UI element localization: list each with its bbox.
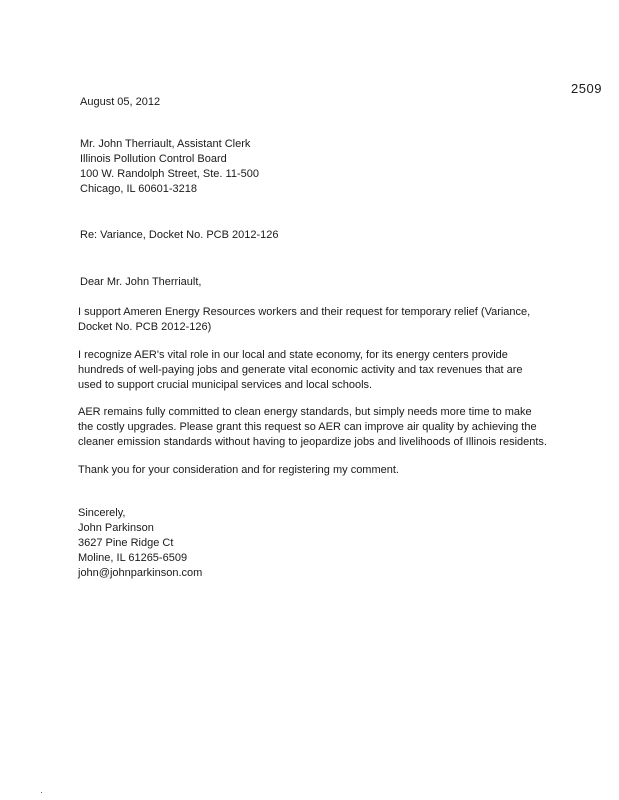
subject-line: Re: Variance, Docket No. PCB 2012-126: [80, 229, 279, 241]
sender-name: John Parkinson: [78, 522, 154, 534]
body-paragraph: [78, 463, 548, 478]
paragraph-line: cleaner emission standards without having to jeopardize jobs and livelihoods of Illinois residents.: [78, 436, 547, 448]
paragraph-line: I recognize AER's vital role in our local and state economy, for its energy centers provide: [78, 349, 508, 361]
closing: Sincerely,: [78, 507, 126, 519]
paragraph-line: I support Ameren Energy Resources workers and their request for temporary relief (Variance,: [78, 306, 531, 318]
body-paragraph: [78, 348, 548, 393]
body-paragraph: [78, 305, 548, 335]
recipient-line: Mr. John Therriault, Assistant Clerk: [80, 138, 251, 150]
paragraph-line: AER remains fully committed to clean energy standards, but simply needs more time to make: [78, 406, 532, 418]
sender-email: john@johnparkinson.com: [78, 567, 203, 579]
sender-street: 3627 Pine Ridge Ct: [78, 537, 174, 549]
recipient-line: Illinois Pollution Control Board: [80, 153, 227, 165]
scan-speck: [41, 792, 42, 793]
paragraph-line: Docket No. PCB 2012-126): [78, 321, 212, 333]
paragraph-line: used to support crucial municipal services and local schools.: [78, 379, 373, 391]
letter-date: August 05, 2012: [80, 96, 161, 108]
recipient-address: [80, 137, 259, 197]
recipient-line: 100 W. Randolph Street, Ste. 11-500: [80, 168, 259, 180]
salutation: Dear Mr. John Therriault,: [80, 276, 202, 288]
signature-block: [78, 506, 202, 581]
sender-city: Moline, IL 61265-6509: [78, 552, 188, 564]
paragraph-line: the costly upgrades. Please grant this request so AER can improve air quality by achieving the: [78, 421, 537, 433]
body-paragraph: [78, 405, 548, 450]
paragraph-line: Thank you for your consideration and for registering my comment.: [78, 464, 399, 476]
page-number: 2509: [571, 81, 602, 96]
recipient-line: Chicago, IL 60601-3218: [80, 183, 198, 195]
paragraph-line: hundreds of well-paying jobs and generate vital economic activity and tax revenues that are: [78, 364, 523, 376]
